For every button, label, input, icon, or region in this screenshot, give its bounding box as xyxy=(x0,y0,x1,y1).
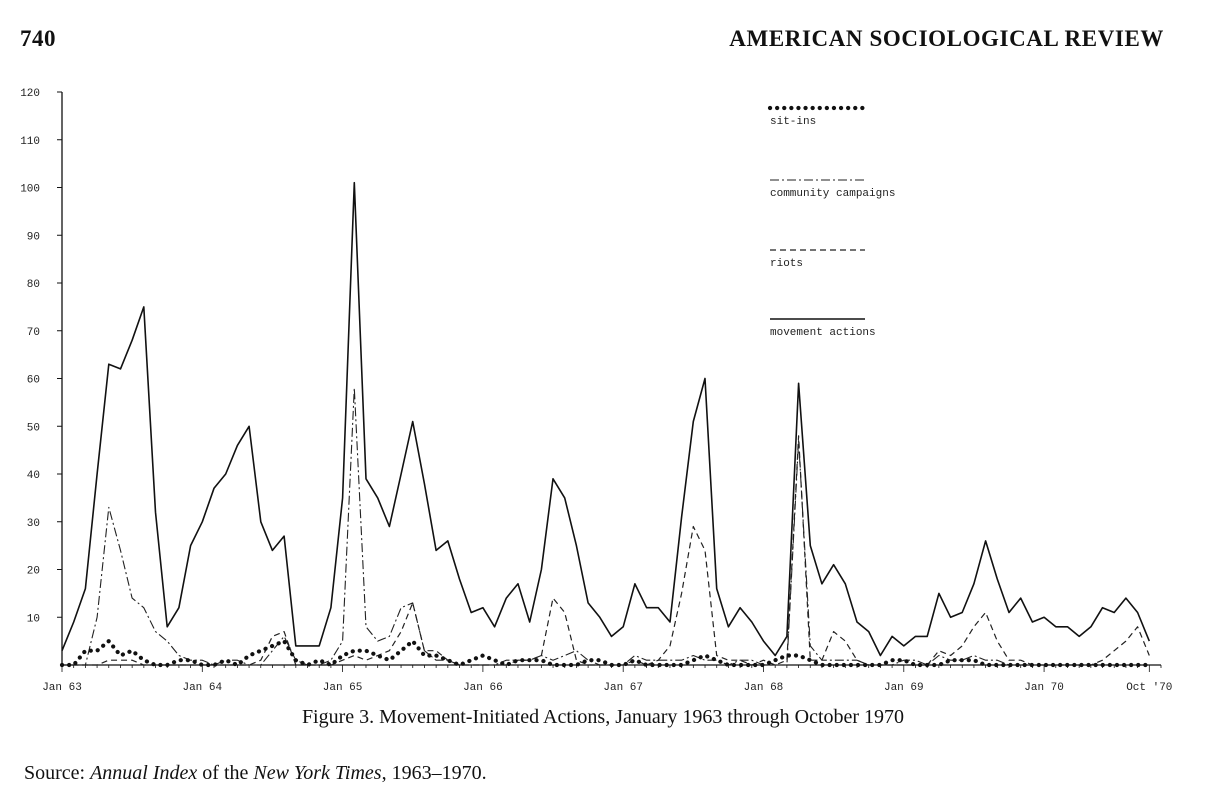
x-tick-label: Jan 67 xyxy=(603,682,643,694)
legend-label-sitins: sit-ins xyxy=(770,116,817,128)
y-tick-label: 120 xyxy=(20,88,40,100)
y-tick-label: 90 xyxy=(26,231,40,244)
y-tick-label: 50 xyxy=(26,422,40,435)
legend-label-movement: movement actions xyxy=(770,327,876,339)
source-line xyxy=(24,762,487,785)
y-tick-label: 60 xyxy=(26,374,40,387)
legend-label-riots: riots xyxy=(770,258,804,270)
source-newspaper: New York Times xyxy=(253,762,382,784)
journal-title: AMERICAN SOCIOLOGICAL REVIEW xyxy=(729,26,1164,51)
y-tick-label: 30 xyxy=(26,517,40,530)
chart-axes xyxy=(20,88,1172,694)
source-middle: of the xyxy=(197,762,254,784)
series-line-community xyxy=(62,388,1149,665)
chart-series xyxy=(62,183,1149,665)
source-suffix: , 1963–1970. xyxy=(381,762,487,784)
x-tick-label: Jan 66 xyxy=(463,682,503,694)
y-tick-label: 40 xyxy=(26,470,40,482)
y-tick-label: 110 xyxy=(20,135,40,148)
series-line-riots xyxy=(62,436,1149,665)
x-tick-label: Jan 70 xyxy=(1024,682,1064,694)
series-line-movement xyxy=(62,183,1149,656)
x-tick-label: Oct '70 xyxy=(1126,682,1173,694)
y-tick-label: 70 xyxy=(26,326,40,339)
x-tick-label: Jan 68 xyxy=(743,682,784,694)
series-line-sitins xyxy=(62,641,1149,665)
x-tick-label: Jan 64 xyxy=(182,682,223,694)
legend-label-community: community campaigns xyxy=(770,188,896,200)
chart-legend xyxy=(770,108,895,339)
y-tick-label: 10 xyxy=(26,613,40,626)
source-index-title: Annual Index xyxy=(90,762,198,784)
y-tick-label: 100 xyxy=(20,183,40,196)
x-tick-label: Jan 69 xyxy=(883,682,924,694)
x-tick-label: Jan 65 xyxy=(322,682,363,694)
y-tick-label: 20 xyxy=(26,565,40,578)
figure-caption: Figure 3. Movement-Initiated Actions, January 1963 through October 1970 xyxy=(301,706,905,728)
page-number: 740 xyxy=(20,26,56,51)
x-tick-label: Jan 63 xyxy=(42,682,82,694)
y-tick-label: 80 xyxy=(26,279,40,291)
source-prefix: Source: xyxy=(24,762,91,784)
line-chart xyxy=(0,70,1206,710)
